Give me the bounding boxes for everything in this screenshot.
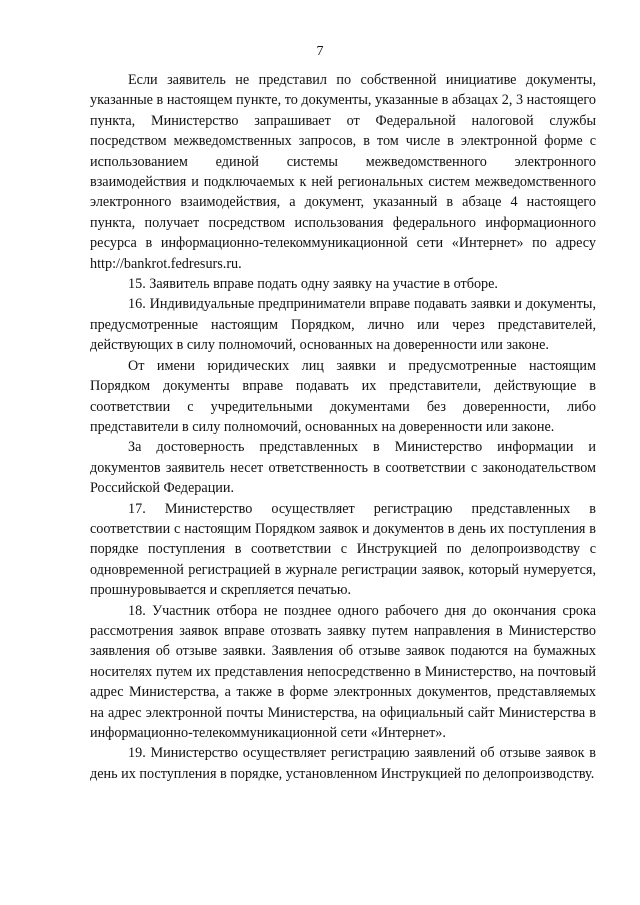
paragraph-intro-documents-request: Если заявитель не представил по собственной инициативе документы, указанные в настоящем пункте, то документы, указанные в абзацах 2, 3 настоящего пункта, Министерство запрашивает от Федеральной налоговой службы посредством межведомственных запросов, в том числе в электронной форме с использованием единой системы межведомственного электронного взаимодействия и подключаемых к ней региональных систем межведомственного электронного взаимодействия, а документ, указанный в абзаце 4 настоящего пункта, получает посредством использования федерального информационного ресурса в информационно-телекоммуникационной сети «Интернет» по адресу http://bankrot.fedresurs.ru. [90, 72, 596, 272]
paragraph-item-19: 19. Министерство осуществляет регистрацию заявлений об отзыве заявок в день их поступления в порядке, установленном Инструкцией по делопроизводству. [90, 745, 596, 782]
paragraph-responsibility: За достоверность представленных в Министерство информации и документов заявитель несет ответственность в соответствии с законодательством Российской Федерации. [90, 439, 596, 497]
paragraph-item-17: 17. Министерство осуществляет регистрацию представленных в соответствии с настоящим Порядком заявок и документов в день их поступления в порядке поступления в соответствии с Инструкцией по делопроизводству с одновременной регистрацией в журнале регистрации заявок, который нумеруется, прошнуровывается и скрепляется печатью. [90, 500, 596, 599]
page-number: 7 [316, 44, 324, 59]
document-body [90, 70, 596, 784]
paragraph-item-15: 15. Заявитель вправе подать одну заявку на участие в отборе. [128, 276, 498, 293]
paragraph-legal-entities: От имени юридических лиц заявки и предусмотренные настоящим Порядком документы вправе подавать их представители, действующие в соответствии с учредительными документами без доверенности, либо представители в силу полномочий, основанных на доверенности или законе. [90, 357, 596, 435]
paragraph-item-18: 18. Участник отбора не позднее одного рабочего дня до окончания срока рассмотрения заявок вправе отозвать заявку путем направления в Министерство заявления об отзыве заявки. Заявления об отзыве заявок подаются на бумажных носителях путем их представления непосредственно в Министерство, на почтовый адрес Министерства, а также в форме электронных документов, представляемых на адрес электронной почты Министерства, на официальный сайт Министерства в информационно-телекоммуникационной сети «Интернет». [90, 602, 596, 741]
paragraph-item-16: 16. Индивидуальные предприниматели вправе подавать заявки и документы, предусмотренные настоящим Порядком, лично или через представителей, действующих в силу полномочий, основанных на доверенности или законе. [90, 296, 596, 354]
